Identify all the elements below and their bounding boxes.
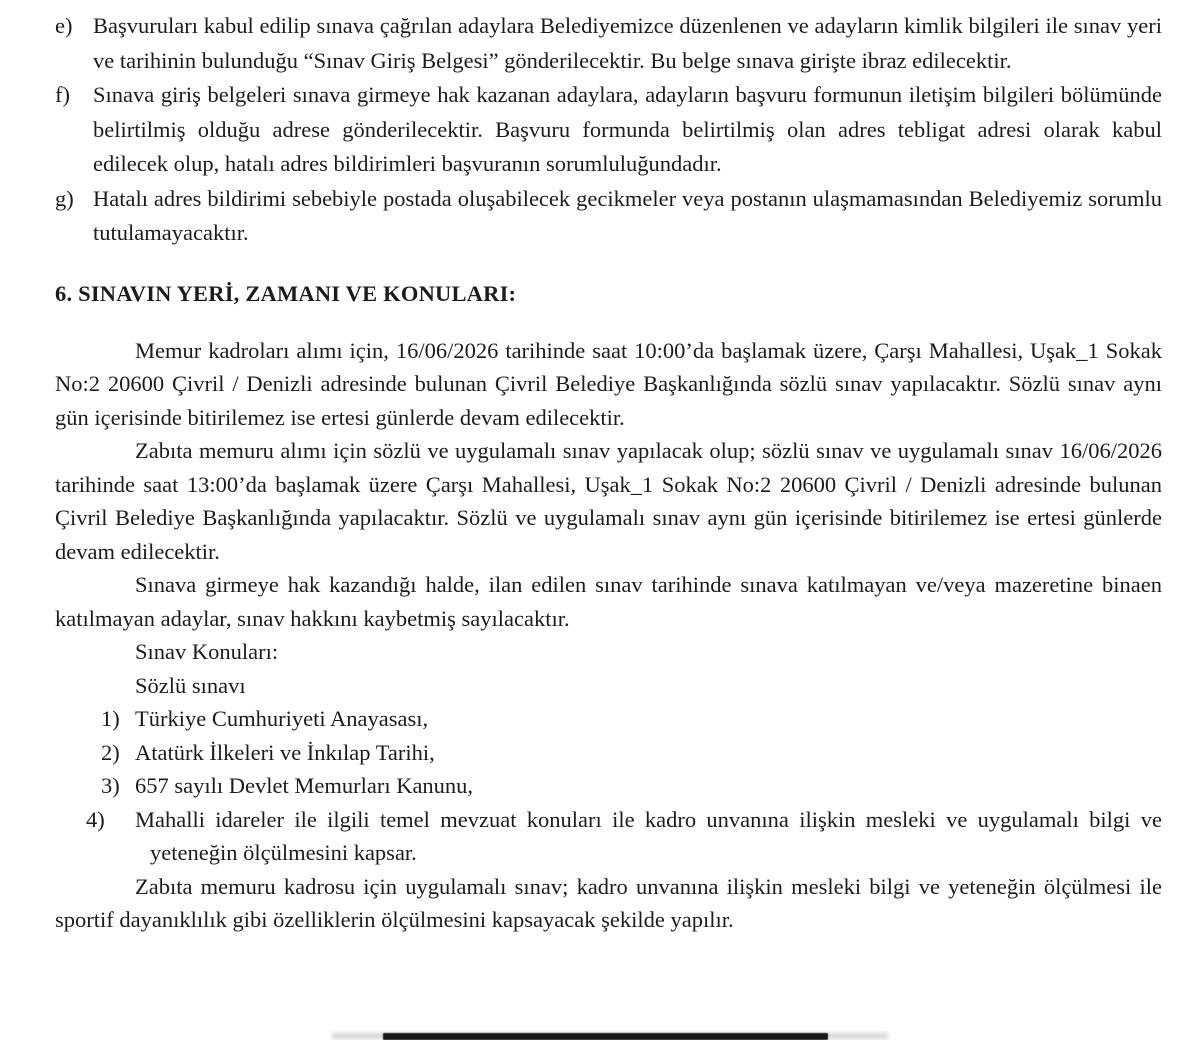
subheading-sozlu-sinavi: Sözlü sınavı bbox=[135, 672, 246, 698]
paragraph-memur-sinav: Memur kadroları alımı için, 16/06/2026 tarihinde saat 10:00’da başlamak üzere, Çarşı Mahallesi, Uşak_1 Sokak No:2 20600 Çivril / Denizli adresinde bulunan Çivril Belediye Başkanlığında sözlü sınav yapılacaktır. Sözlü sınav aynı gün içerisinde bitirilemez ise ertesi günlerde devam edilecektir. bbox=[55, 337, 1162, 430]
section-heading: 6. SINAVIN YERİ, ZAMANI VE KONULARI: bbox=[55, 280, 517, 306]
paragraph-zabita-sinav: Zabıta memuru alımı için sözlü ve uygulamalı sınav yapılacak olup; sözlü sınav ve uygulamalı sınav 16/06/2026 tarihinde saat 13:00’da başlamak üzere Çarşı Mahallesi, Uşak_1 Sokak No:2 20600 Çivril / Denizli adresinde bulunan Çivril Belediye Başkanlığında yapılacaktır. Sözlü ve uygulamalı sınav aynı gün içerisinde bitirilemez ise ertesi günlerde devam edilecektir. bbox=[55, 438, 1162, 564]
numbered-item-3 bbox=[55, 769, 1162, 803]
item-text: Hatalı adres bildirimi sebebiyle postada oluşabilecek gecikmeler veya postanın ulaşmamasından Belediyemiz sorumlu tutulamayacaktır. bbox=[93, 185, 1162, 245]
lettered-item-f bbox=[55, 78, 1162, 182]
numbered-item-1 bbox=[55, 702, 1162, 736]
item-number: 1) bbox=[101, 706, 120, 731]
item-number: 3) bbox=[101, 773, 120, 798]
paragraph-katilmayan: Sınava girmeye hak kazandığı halde, ilan edilen sınav tarihinde sınava katılmayan ve/veya mazeretine binaen katılmayan adaylar, sınav hakkını kaybetmiş sayılacaktır. bbox=[55, 572, 1162, 631]
item-label: e) bbox=[55, 13, 73, 38]
item-text: Atatürk İlkeleri ve İnkılap Tarihi, bbox=[135, 739, 435, 765]
subheading-sinav-konulari: Sınav Konuları: bbox=[135, 639, 279, 664]
item-text: Başvuruları kabul edilip sınava çağrılan adaylara Belediyemizce düzenlenen ve adayların kimlik bilgileri ile sınav yeri ve tarihinin bulunduğu “Sınav Giriş Belgesi” gönderilecektir. Bu belge sınava girişte ibraz edilecektir. bbox=[93, 13, 1162, 73]
item-text: Türkiye Cumhuriyeti Anayasası, bbox=[135, 706, 429, 731]
numbered-item-4 bbox=[55, 803, 1162, 870]
redacted-bar bbox=[383, 1033, 828, 1040]
lettered-item-e bbox=[55, 9, 1162, 78]
item-label: g) bbox=[55, 185, 74, 211]
item-number: 4) bbox=[86, 806, 105, 832]
numbered-item-2 bbox=[55, 736, 1162, 770]
item-text: Mahalli idareler ile ilgili temel mevzuat konuları ile kadro unvanına ilişkin mesleki ve uygulamalı bilgi ve yeteneğin ölçülmesini kapsar. bbox=[135, 806, 1162, 865]
item-text: 657 sayılı Devlet Memurları Kanunu, bbox=[135, 773, 474, 798]
lettered-item-g bbox=[55, 182, 1162, 251]
item-text: Sınava giriş belgeleri sınava girmeye hak kazanan adaylara, adayların başvuru formunun iletişim bilgileri bölümünde belirtilmiş olduğu adrese gönderilecektir. Başvuru formunda belirtilmiş olan adres tebligat adresi olarak kabul edilecek olup, hatalı adres bildirimleri başvuranın sorumluluğundadır. bbox=[93, 82, 1162, 176]
paragraph-closing: Zabıta memuru kadrosu için uygulamalı sınav; kadro unvanına ilişkin mesleki bilgi ve yeteneğin ölçülmesi ile sportif dayanıklılık gibi özelliklerin ölçülmesini kapsayacak şekilde yapılır. bbox=[55, 873, 1162, 932]
item-number: 2) bbox=[101, 739, 120, 765]
item-label: f) bbox=[55, 82, 70, 107]
